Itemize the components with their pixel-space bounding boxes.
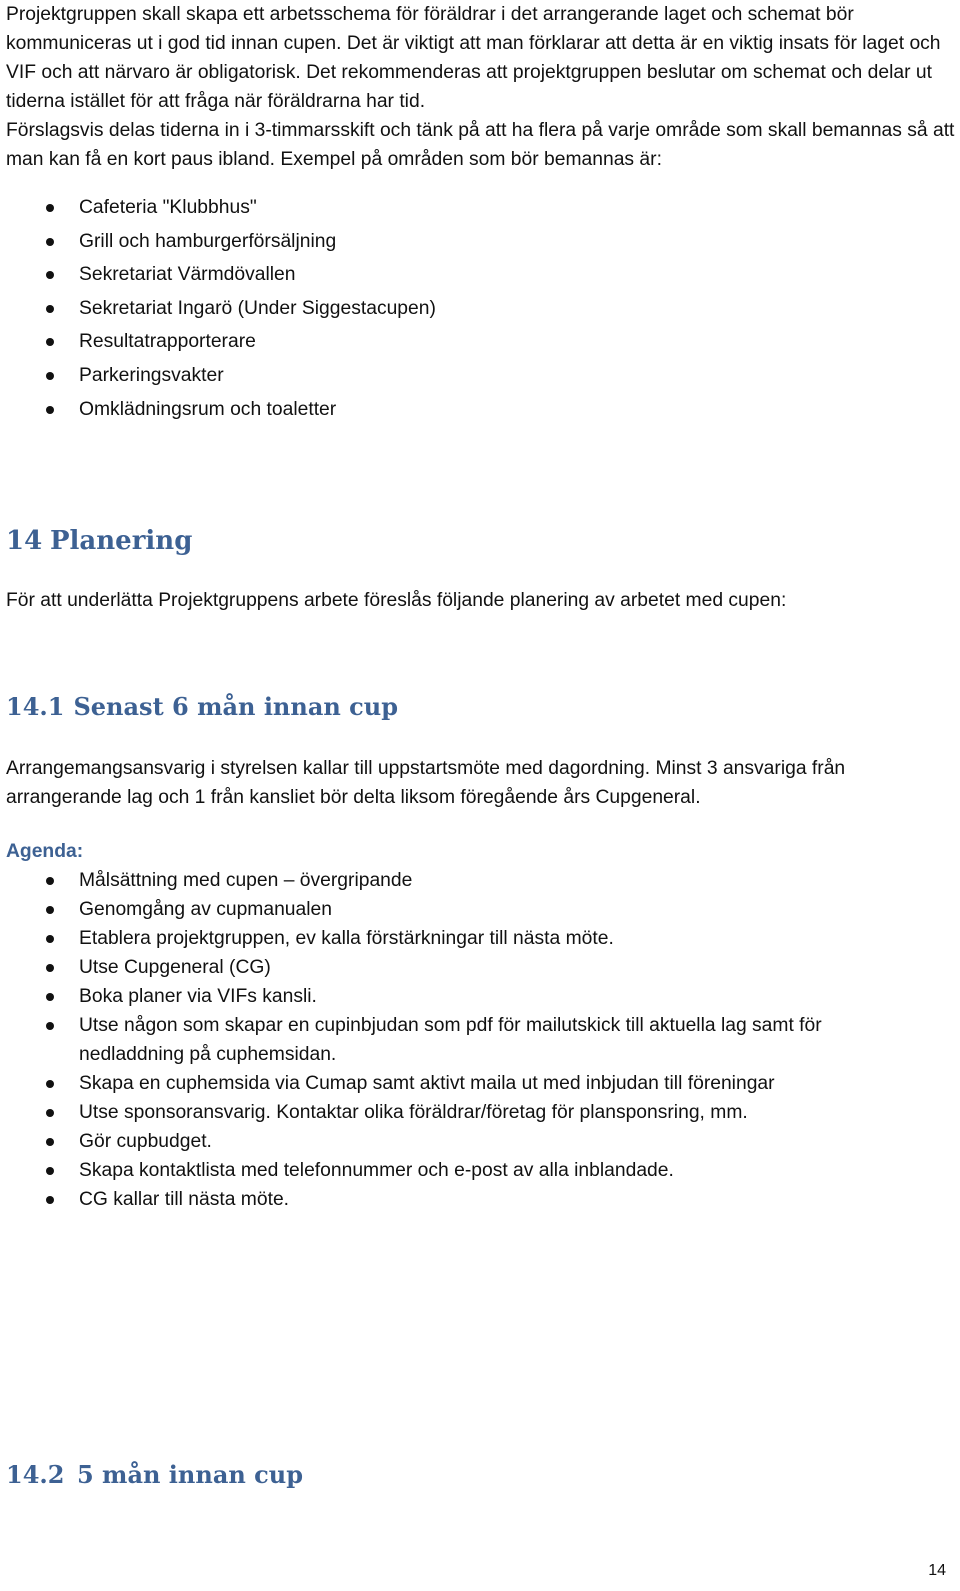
list-item-text: Skapa en cuphemsida via Cumap samt aktivt maila ut med inbjudan till föreningar bbox=[79, 1073, 775, 1094]
list-item bbox=[6, 1185, 906, 1214]
list-item-text: Utse sponsoransvarig. Kontaktar olika föräldrar/företag för plansponsring, mm. bbox=[79, 1102, 748, 1123]
list-item bbox=[6, 1069, 906, 1098]
bullet-icon bbox=[46, 1109, 54, 1117]
list-item bbox=[6, 866, 906, 895]
bullet-icon bbox=[46, 935, 54, 943]
list-item bbox=[6, 895, 906, 924]
bullet-icon bbox=[46, 204, 54, 212]
list-item-text: Cafeteria "Klubbhus" bbox=[79, 197, 257, 218]
list-item-text: Genomgång av cupmanualen bbox=[79, 899, 332, 920]
list-item-text: Utse någon som skapar en cupinbjudan som pdf för mailutskick till aktuella lag samt för nedladdning på cuphemsidan. bbox=[79, 1015, 822, 1065]
list-item bbox=[6, 1127, 906, 1156]
list-item-text: Sekretariat Ingarö (Under Siggestacupen) bbox=[79, 297, 436, 319]
bullet-icon bbox=[46, 406, 54, 414]
list-item bbox=[6, 1011, 906, 1069]
list-item-text: Utse Cupgeneral (CG) bbox=[79, 957, 271, 978]
section-number: 14.1 bbox=[6, 692, 65, 721]
bullet-icon bbox=[46, 1196, 54, 1204]
bullet-icon bbox=[46, 1138, 54, 1146]
list-item bbox=[6, 953, 906, 982]
bullet-icon bbox=[46, 964, 54, 972]
section-number: 14.2 bbox=[6, 1460, 65, 1489]
section-title: Planering bbox=[50, 526, 193, 556]
bullet-icon bbox=[46, 238, 54, 246]
list-item-text: Skapa kontaktlista med telefonnummer och e-post av alla inblandade. bbox=[79, 1160, 674, 1181]
list-item bbox=[6, 294, 946, 328]
list-item-text: Omklädningsrum och toaletter bbox=[79, 398, 337, 420]
intro-text bbox=[6, 0, 956, 174]
page-number: 14 bbox=[928, 1562, 946, 1579]
list-item-text: Boka planer via VIFs kansli. bbox=[79, 986, 317, 1007]
agenda-label: Agenda: bbox=[6, 841, 84, 862]
list-item bbox=[6, 1156, 906, 1185]
section-title: 5 mån innan cup bbox=[77, 1460, 304, 1489]
list-item bbox=[6, 260, 946, 294]
intro-paragraph-1: Projektgruppen skall skapa ett arbetsschema för föräldrar i det arrangerande laget och schemat bör kommuniceras ut i god tid innan cupen. Det är viktigt att man förklarar att detta är en viktig insats för laget och VIF och att närvaro är obligatorisk. Det rekommenderas att projektgruppen beslutar om schemat och delar ut tiderna istället för att fråga när föräldrarna har tid. bbox=[6, 4, 941, 112]
planering-intro-text: För att underlätta Projektgruppens arbete föreslås följande planering av arbetet med cupen: bbox=[6, 590, 787, 611]
list-item bbox=[6, 327, 946, 361]
bullet-icon bbox=[46, 1022, 54, 1030]
list-item-text: Parkeringsvakter bbox=[79, 364, 224, 386]
bullet-icon bbox=[46, 993, 54, 1001]
bullet-icon bbox=[46, 906, 54, 914]
bullet-icon bbox=[46, 305, 54, 313]
section-14-1-text: Arrangemangsansvarig i styrelsen kallar till uppstartsmöte med dagordning. Minst 3 ansvariga från arrangerande lag och 1 från kansliet bör delta liksom föregående års Cupgeneral. bbox=[6, 758, 846, 808]
bullet-icon bbox=[46, 877, 54, 885]
list-item bbox=[6, 395, 946, 429]
list-item-text: Resultatrapporterare bbox=[79, 331, 256, 353]
section-title: Senast 6 mån innan cup bbox=[73, 692, 399, 721]
bullet-icon bbox=[46, 1080, 54, 1088]
intro-paragraph-2: Förslagsvis delas tiderna in i 3-timmarsskift och tänk på att ha flera på varje område som skall bemannas så att man kan få en kort paus ibland. Exempel på områden som bör bemannas är: bbox=[6, 120, 955, 170]
list-item-text: Etablera projektgruppen, ev kalla förstärkningar till nästa möte. bbox=[79, 928, 614, 949]
bullet-icon bbox=[46, 1167, 54, 1175]
section-heading-6-man bbox=[6, 689, 398, 725]
list-item bbox=[6, 982, 906, 1011]
bullet-icon bbox=[46, 338, 54, 346]
list-item-text: CG kallar till nästa möte. bbox=[79, 1189, 290, 1210]
section-number: 14 bbox=[6, 526, 43, 556]
section-heading-5-man bbox=[6, 1457, 303, 1493]
list-item-text: Grill och hamburgerförsäljning bbox=[79, 230, 337, 252]
agenda-list bbox=[6, 866, 906, 1214]
staffing-areas-list bbox=[6, 193, 946, 428]
list-item-text: Gör cupbudget. bbox=[79, 1131, 212, 1152]
list-item bbox=[6, 361, 946, 395]
bullet-icon bbox=[46, 372, 54, 380]
list-item-text: Sekretariat Värmdövallen bbox=[79, 264, 296, 286]
bullet-icon bbox=[46, 271, 54, 279]
list-item bbox=[6, 1098, 906, 1127]
list-item-text: Målsättning med cupen – övergripande bbox=[79, 870, 413, 891]
list-item bbox=[6, 227, 946, 261]
section-heading-planering bbox=[6, 522, 192, 560]
list-item bbox=[6, 924, 906, 953]
list-item bbox=[6, 193, 946, 227]
